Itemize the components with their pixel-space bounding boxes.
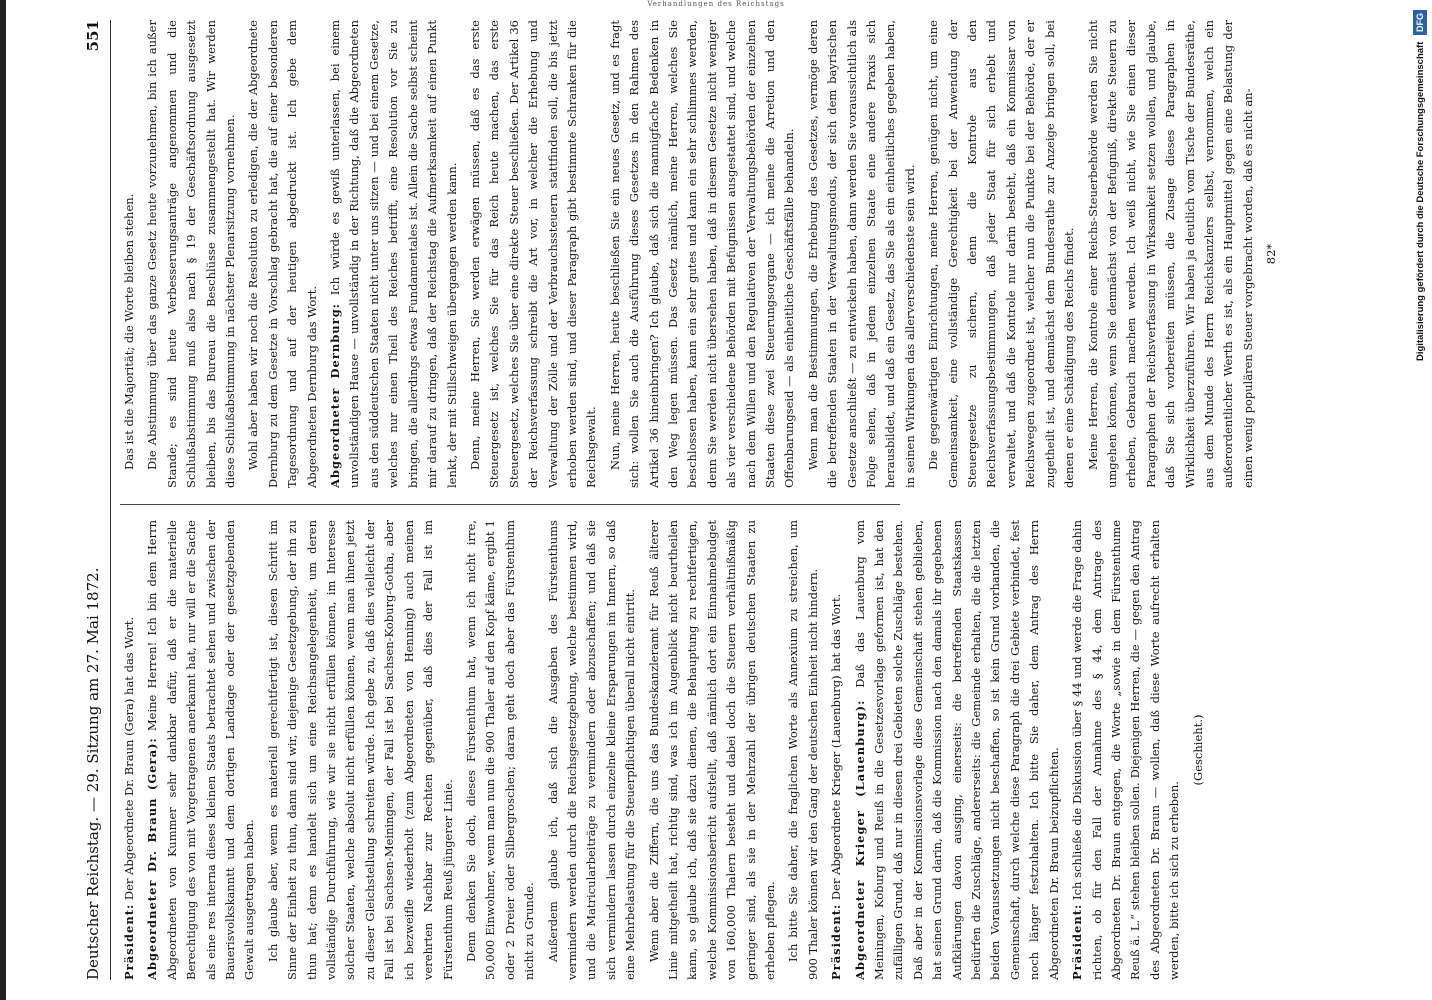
dfg-credit-line	[1410, 0, 1432, 1000]
paragraph-text: Meine Herren, die Kontrole einer Reichs-Steuerbehörde werden Sie nicht umgehen können, wenn Sie demnächst von der Befugniß, direkte Steuern zu erheben, Gebrauch machen werden. Ich weiß nicht, wie Sie einen dieser Paragraphen der Reichsverfassung in Wirksamkeit setzen wollen, und glaube, daß Sie sich vorbereiten müssen, die Zusage dieses Paragraphen in Wirklichkeit überzuführen. Wir haben ja deutlich vom Tische der Bundesräthe, aus dem Munde des Herrn Reichskanzlers selbst, vernommen, welch ein außerordentlicher Werth es ist, als ein Hauptmittel gegen eine Belastung der einen wenig populären Steuer vorgebracht worden, daß es nicht an-	[1085, 20, 1255, 488]
paragraph	[1189, 520, 1208, 980]
paragraph-text: Daß das Lauenburg vom Meiningen, Koburg und Reuß in die Gesetzesvorlage geformen ist, hat den zufälligen Grund, daß nur in diesen drei Gebieten solche Zuschläge bestehen. Daß aber in der Kommissionsvorlage diese Gemeinschaft stehen geblieben, hat seinen Grund darin, daß die Kommission nach den damals ihr gegebenen Aufklärungen davon ausging, einerseits: die betreffenden Staatskassen bedürfen die Zuschläge, andererseits: die Gemeinde erhalten, die die letzten beiden Voraussetzungen nicht beschaffen, so ist kein Grund vorhanden, die Gemeinschaft, durch welche diese Paragraph die drei Gebiete verbindet, fest noch länger festzuhalten. Ich bitte Sie daher, dem Antrag des Herrn Abgeordneten Dr. Braun beizupflichten.	[852, 520, 1061, 980]
column-left	[120, 520, 1370, 980]
paragraph-text: Wohl aber haben wir noch die Resolution zu erledigen, die der Abgeordnete Dernburg zu dem Gesetze in Vorschlag gebracht hat, die auf einer besonderen Tagesordnung und auf der heutigen abgedruckt ist. Ich gebe dem Abgeordneten Dernburg das Wort.	[246, 20, 319, 488]
page-header	[80, 20, 106, 980]
top-strip: Verhandlungen des Reichstags	[647, 0, 785, 8]
paragraph-text: Ich würde es gewiß unterlassen, bei einem unvollständigen Hause — unvollständig in der Richtung, daß die Abgeordneten aus den süddeutschen Staaten nicht unter uns sitzen — und bei einem Gesetze, welches nur einen Theil des Reiches betrifft, eine Resolution vor Sie zu bringen, die allerdings etwas Fundamentales ist. Allein die Sache selbst scheint mir darauf zu dringen, daß der Reichstag die Aufmerksamkeit auf einen Punkt lenkt, der mit Stillschweigen übergangen werden kann.	[328, 20, 459, 488]
paragraph-text: Ich schließe die Diskussion über § 44 und werde die Frage dahin richten, ob für den Fall der Annahme des § 44, dem Antrage des Abgeordneten Dr. Braun entgegen, die Worte „sowie in dem Fürstenthume Reuß ä. L.“ stehen bleiben sollen. Diejenigen Herren, die — gegen den Antrag des Abgeordneten Dr. Braun — wollen, daß diese Worte aufrecht erhalten werden, bitte ich sich zu erheben.	[1070, 520, 1182, 980]
speaker-name: Abgeordneter Krieger (Lauenburg):	[852, 699, 867, 980]
scan-edge	[0, 0, 6, 1000]
paragraph-text: Nun, meine Herren, heute beschließen Sie ein neues Gesetz, und es fragt sich: wollen Sie auch die Ausführung dieses Gesetzes in den Rahmen des Artikel 36 hineinbringen? Ich glaube, daß sich die mannigfache Bedenken in den Weg legen müssen. Das Gesetz nämlich, meine Herren, welches Sie beschlossen haben, kann ein sehr gutes und kann ein sehr schlimmes werden, denn Sie werden nicht übersehen haben, daß in diesem Gesetze nicht weniger als vier verschiedene Behörden mit Befugnissen ausgestattet sind, und welche nach dem Willen und den Regulativen der Verwaltungsbehörden der einzelnen Staaten diese zwei Steuerungsorgane — ich meine die Arretion und den Offenbarungseid — als einheitliche Geschäftsfälle behandeln.	[607, 20, 797, 488]
paragraph	[851, 520, 1064, 980]
paragraph-text: Ich bitte Sie daher, die fraglichen Worte als Annexium zu streichen, um 900 Thaler können wir den Gang der deutschen Einheit nicht hindern.	[786, 520, 820, 980]
paragraph	[1068, 520, 1184, 980]
paragraph-text: Wenn aber die Ziffern, die uns das Bundeskanzleramt für Reuß älterer Linie mitgetheilt hat, richtig sind, was ich im Augenblick nicht beurtheilen kann, so glaube ich, daß sie dazu dienen, die Behauptung zu rechtfertigen, welche Kommissionsbericht aufstellt, daß nämlich dort ein Einnahmebudget von 160,000 Thalern besteht und dabei doch die Steuern verhältnißmäßig geringer sind, als sie in der Mehrzahl der übrigen deutschen Staaten zu erheben pflegen.	[646, 520, 777, 980]
paragraph	[804, 20, 920, 488]
paragraph-text: Außerdem glaube ich, daß sich die Ausgaben des Fürstenthums vermindern werden durch die Reichsgesetzgebung, welche bestimmen wird, und die Matricularbeiträge zu vermindern oder abzuschaffen; und daß sie sich vermindern lassen durch einzelne kleine Ersparungen im Innern, so daß eine Mehrbelastung für die Steuerpflichtigen überall nicht eintritt.	[545, 520, 638, 980]
speaker-name: Präsident:	[829, 903, 844, 980]
paragraph-text: Der Abgeordnete Dr. Braun (Gera) hat das Wort.	[122, 616, 136, 901]
dfg-credit: Digitalisierung gefördert durch die Deutsche Forschungsgemeinschaft	[1415, 41, 1426, 361]
paragraph-text: Wenn man die Bestimmungen, die Erhebung des Gesetzes, vermöge deren die betreffenden Staaten in der Verwaltungsmodus, der sich dem bayrischen Gesetze anschließt — zu entwickeln haben, dann werden Sie voraussichtlich als Folge sehen, daß in jedem einzelnen Staate eine andere Praxis sich herausbildet, und daß ein Gesetz, das Sie als ein einheitliches gegeben haben, in seinen Wirkungen das allerverschiedenste sein wird.	[805, 20, 917, 488]
paragraph	[544, 520, 641, 980]
column-divider	[120, 504, 900, 505]
paragraph	[924, 20, 1079, 488]
paragraph-text: Die Abstimmung über das ganze Gesetz heute vorzunehmen, bin ich außer Stande; es sind heute Verbesserungsanträge angenommen und die Schlußabstimmung muß also nach § 19 der Geschäftsordnung ausgesetzt bleiben, bis das Bureau die Beschlüsse zusammengestellt hat. Wir werden diese Schlußabstimmung in nächster Plenarsitzung vornehmen.	[145, 20, 238, 488]
paragraph-text: (Geschieht.)	[1190, 714, 1205, 786]
paragraph-text: Denn denken Sie doch, dieses Fürstenthum hat, wenn ich nicht irre, 50,000 Einwohner, wenn man nun die 900 Thaler auf den Kopf käme, ergibt 1 oder 2 Dreier oder Silbergroschen; daran geht doch aber das Fürstenthum nicht zu Grunde.	[463, 520, 537, 980]
paragraph-text: Meine Herren! Ich bin dem Herrn Abgeordneten von Kummer sehr dankbar dafür, daß er die materielle Berechtigung des von mit Vorgetragenen anerkannt hat, nur will er die Sache als eine res interna dieses kleinen Staats betrachtet sehen und zwischen der Bauerisvolkskanntt und dem dortigen Landtage oder der gesetzgebenden Gewalt ausgetragen haben.	[145, 520, 257, 980]
paragraph-text: Die gegenwärtigen Einrichtungen, meine Herren, genügen nicht, um eine Gemeinsamkeit, eine vollständige Gerechtigkeit bei der Anwendung der Steuergesetze zu sichern, denn die Kontrole aus den Reichsverfassungsbestimmungen, daß jeder Staat für sich erhebt und verwaltet, und daß die Kontrole nur darin besteht, daß ein Kommissar von Reichswegen zugeordnet ist, welcher nun die Punkte bei der Behörde, der er zugetheilt ist, und demnächst dem Bundesrathe zur Anzeige bringen soll, bei denen er eine Schädigung des Reichs findet.	[926, 20, 1077, 488]
paragraph	[784, 520, 823, 980]
paragraph	[264, 520, 458, 980]
paragraph-text: Das ist die Majorität; die Worte bleiben stehen.	[122, 193, 136, 470]
paragraph	[466, 20, 602, 488]
paragraph	[143, 20, 240, 488]
paragraph-text: Ich glaube aber, wenn es materiell gerechtfertigt ist, diesen Schritt im Sinne der Einheit zu thun, dann sind wir, diejenige Gesetzgebung, der ihn zu thun hat; denn es handelt sich um eine Reichsangelegenheit, um deren vollständige Durchführung, wie wir sie nicht erfüllen können, im Interesse solcher Staaten, welche absolut nicht erfüllen können, wenn man ihnen jetzt zu dieser Gleichstellung schreiten würde. Ich gebe zu, daß dies vielleicht der Fall ist bei Sachsen-Meiningen, der Fall ist bei Sachsen-Koburg-Gotha, aber ich bezweifle wiederholt (zum Abgeordneten von Henning) auch meinen verehrten Nachbar zur Rechten gegenüber, daß dies der Fall ist im Fürstenthum Reuß jüngerer Linie.	[265, 520, 455, 980]
dfg-logo: DFG	[1413, 10, 1427, 35]
paragraph	[1084, 20, 1259, 488]
dfg-sidebar	[1410, 0, 1432, 1000]
paragraph	[120, 520, 139, 980]
column-right	[120, 20, 1370, 488]
speaker-name: Präsident:	[122, 903, 136, 980]
paragraph-text: Denn, meine Herren, Sie werden erwägen müssen, daß es das erste Steuergesetz ist, welches Sie für das Reich heute machen, das erste Steuergesetz, welches Sie über eine direkte Steuer beschließen. Der Artikel 36 der Reichsverfassung schreibt die Art vor, in welcher die Erhebung und Verwaltung der Zölle und der Verbrauchssteuern stattfinden soll, die bis jetzt erhoben werden sind, und dieser Paragraph gibt bestimmte Schranken für die Reichsgewalt.	[467, 20, 599, 488]
paragraph	[143, 520, 259, 980]
signature-mark: 82*	[1264, 243, 1279, 265]
paragraph	[462, 520, 540, 980]
document-page	[80, 20, 1380, 980]
paragraph	[645, 520, 781, 980]
paragraph-text: Der Abgeordnete Krieger (Lauenburg) hat das Wort.	[829, 593, 844, 901]
page-number: 551	[84, 20, 102, 52]
paragraph	[606, 20, 800, 488]
paragraph	[244, 20, 322, 488]
paragraph	[326, 20, 462, 488]
header-rule	[110, 20, 111, 980]
paragraph	[120, 20, 139, 488]
speaker-name: Präsident:	[1070, 903, 1085, 980]
speaker-name: Abgeordneter Dernburg:	[328, 302, 343, 488]
speaker-name: Abgeordneter Dr. Braun (Gera):	[145, 737, 160, 980]
paragraph	[827, 520, 846, 980]
running-title: Deutscher Reichstag. — 29. Sitzung am 27. Mai 1872.	[84, 567, 102, 980]
